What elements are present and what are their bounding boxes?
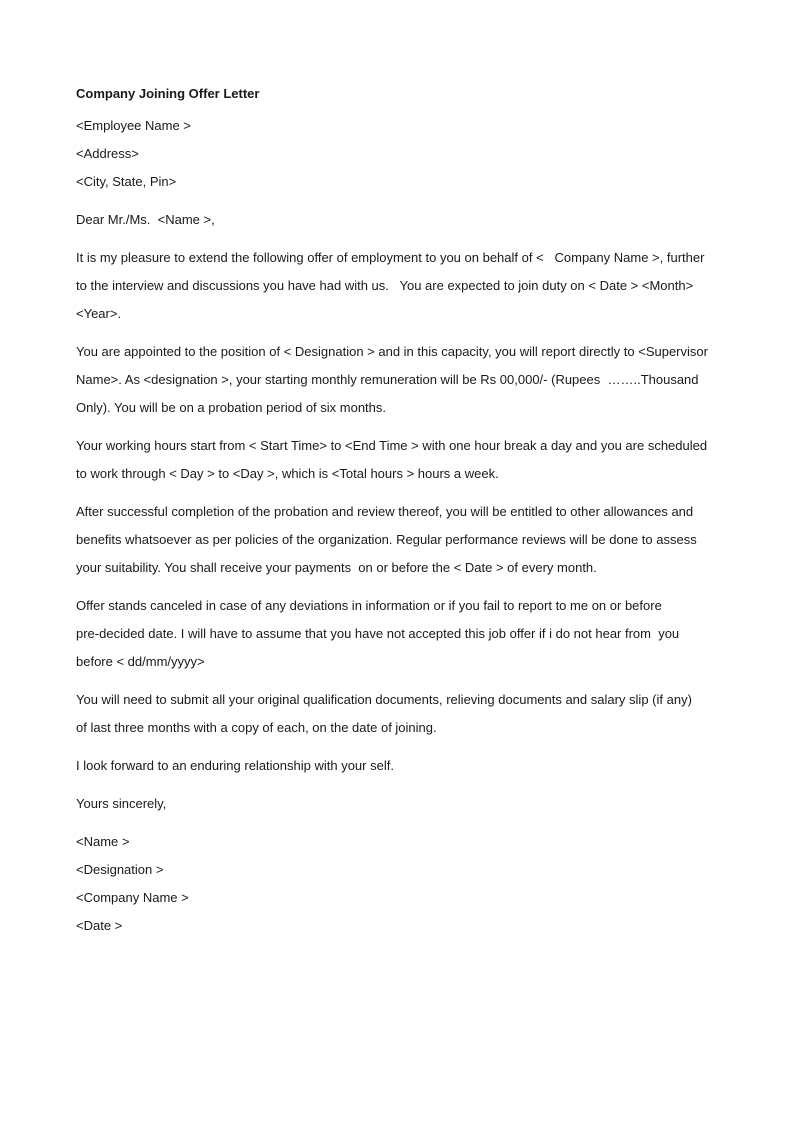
signatory-company: <Company Name > — [76, 890, 189, 905]
recipient-address-block — [76, 112, 721, 196]
paragraph-closing — [76, 752, 721, 780]
recipient-address: <Address> — [76, 146, 139, 161]
paragraph-line: your suitability. You shall receive your payments on or before the < Date > of every month. — [76, 560, 597, 575]
paragraph-line: pre-decided date. I will have to assume that you have not accepted this job offer if i do not hear from you — [76, 626, 680, 641]
paragraph-line: It is my pleasure to extend the following offer of employment to you on behalf of < Company Name >, further — [76, 250, 705, 265]
paragraph-line: benefits whatsoever as per policies of the organization. Regular performance reviews will be done to assess — [76, 532, 697, 547]
paragraph-line: You will need to submit all your original qualification documents, relieving documents and salary slip (if any) — [76, 692, 692, 707]
paragraph-offer — [76, 244, 721, 328]
letter-title: Company Joining Offer Letter — [76, 86, 260, 101]
paragraph-line: Name>. As <designation >, your starting monthly remuneration will be Rs 00,000/- (Rupees ……..Thousand — [76, 372, 699, 387]
valediction-block — [76, 790, 721, 818]
paragraph-probation — [76, 498, 721, 582]
paragraph-line: After successful completion of the probation and review thereof, you will be entitled to other allowances and — [76, 504, 694, 519]
recipient-name: <Employee Name > — [76, 118, 191, 133]
recipient-city-state-pin: <City, State, Pin> — [76, 174, 177, 189]
paragraph-line: to the interview and discussions you have had with us. You are expected to join duty on < Date > <Month> — [76, 278, 694, 293]
letter-content — [76, 84, 721, 950]
paragraph-line: before < dd/mm/yyyy> — [76, 654, 205, 669]
paragraph-line: Offer stands canceled in case of any deviations in information or if you fail to report to me on or before — [76, 598, 662, 613]
signature-date: <Date > — [76, 918, 123, 933]
paragraph-position — [76, 338, 721, 422]
paragraph-documents — [76, 686, 721, 742]
paragraph-line: You are appointed to the position of < Designation > and in this capacity, you will report directly to <Supervisor — [76, 344, 708, 359]
salutation-block — [76, 206, 721, 234]
paragraph-working-hours — [76, 432, 721, 488]
paragraph-line: Your working hours start from < Start Time> to <End Time > with one hour break a day and you are scheduled — [76, 438, 708, 453]
signatory-designation: <Designation > — [76, 862, 164, 877]
valediction: Yours sincerely, — [76, 796, 167, 811]
paragraph-cancellation — [76, 592, 721, 676]
signatory-name: <Name > — [76, 834, 130, 849]
paragraph-line: <Year>. — [76, 306, 122, 321]
salutation: Dear Mr./Ms. <Name >, — [76, 212, 215, 227]
paragraph-line: Only). You will be on a probation period of six months. — [76, 400, 387, 415]
signature-block — [76, 828, 721, 940]
paragraph-line: to work through < Day > to <Day >, which is <Total hours > hours a week. — [76, 466, 499, 481]
paragraph-line: of last three months with a copy of each, on the date of joining. — [76, 720, 437, 735]
paragraph-line: I look forward to an enduring relationship with your self. — [76, 758, 394, 773]
